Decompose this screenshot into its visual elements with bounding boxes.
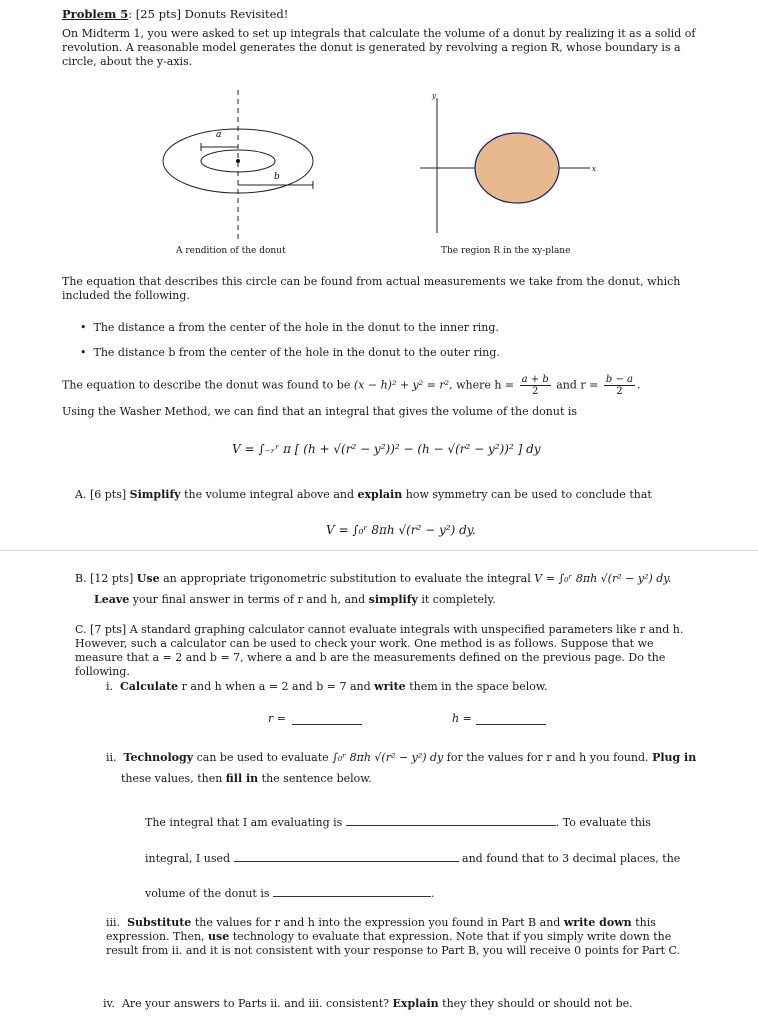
sentence-line-3: volume of the donut is .: [145, 887, 435, 900]
label-b: b: [274, 172, 280, 182]
part-c-ii-prompt: ii. Technology can be used to evaluate ∫₀ʳ 8πh √(r² − y²) dy for the values for r and h you found. Plug in: [106, 751, 697, 764]
integral-blank[interactable]: [346, 814, 556, 826]
sentence-line-2: integral, I used and found that to 3 decimal places, the: [145, 852, 681, 865]
h-answer-blank[interactable]: [476, 713, 546, 725]
part-c-i-prompt: i. Calculate r and h when a = 2 and b = 7 and write them in the space below.: [106, 680, 548, 693]
part-c-ii-prompt-2: these values, then fill in the sentence below.: [121, 772, 372, 785]
part-a-integral: V = ∫₀ʳ 8πh √(r² − y²) dy.: [326, 523, 476, 537]
washer-integral: V = ∫₋ᵣʳ π [ (h + √(r² − y²))² − (h − √(r² − y²))² ] dy: [232, 442, 541, 456]
part-c-prompt: C. [7 pts] A standard graphing calculator cannot evaluate integrals with unspecified parameters like r and h. However, such a calculator can be used to check your work. One method is as follows. Suppose that we measure that a = 2 and b = 7, where a and b are the measurements defined on the previous page. Do the following.: [75, 623, 684, 678]
part-c-iv-prompt: iv. Are your answers to Parts ii. and iii. consistent? Explain they they should or should not be.: [103, 997, 633, 1010]
r-fraction: $\frac{b - a}{2}$: [605, 374, 634, 397]
r-answer-label: r =: [268, 712, 286, 725]
region-figure: [420, 88, 610, 248]
problem-points: : [25 pts]: [128, 7, 181, 21]
part-c-iii-prompt: iii. Substitute the values for r and h into the expression you found in Part B and write down this expression. Then, use technology to evaluate that expression. Note that if you simply write down the result from ii. and it is not consistent with your response to Part B, you will receive 0 points for Part C.: [106, 916, 681, 957]
washer-text: Using the Washer Method, we can find that an integral that gives the volume of the donut is: [62, 405, 578, 418]
problem-name: Donuts Revisited!: [184, 7, 289, 21]
page-divider: [0, 550, 758, 551]
h-answer-label: h =: [452, 712, 472, 725]
intro-paragraph: On Midterm 1, you were asked to set up integrals that calculate the volume of a donut by realizing it as a solid of revolution. A reasonable model generates the donut is generated by revolving a region R, whose boundary is a circle, about the y-axis.: [62, 27, 696, 68]
technology-blank[interactable]: [234, 850, 459, 862]
measure-paragraph: The equation that describes this circle can be found from actual measurements we take from the donut, which included the following.: [62, 275, 681, 302]
donut-caption: A rendition of the donut: [176, 246, 286, 256]
donut-figure: [150, 85, 330, 245]
y-axis-label: y: [432, 92, 436, 100]
problem-label: Problem 5: [62, 7, 129, 21]
volume-blank[interactable]: [273, 885, 431, 897]
problem-title: [62, 7, 288, 21]
label-a: a: [216, 130, 222, 140]
h-fraction: $\frac{a + b}{2}$: [521, 374, 549, 397]
hole-center: [236, 159, 240, 163]
sentence-line-1: The integral that I am evaluating is . To evaluate this: [145, 816, 651, 829]
part-a-prompt: A. [6 pts] Simplify the volume integral above and explain how symmetry can be used to conclude that: [75, 488, 652, 501]
equation-line: The equation to describe the donut was found to be (x − h)² + y² = r², where h = $\frac{a + b}{2}$ and r = $\frac{b - a}{2}$ .: [62, 374, 641, 397]
x-axis-label: x: [592, 165, 596, 173]
part-b-prompt-2: Leave your final answer in terms of r and h, and simplify it completely.: [94, 593, 496, 606]
r-answer-blank[interactable]: [292, 713, 362, 725]
region-disk: [475, 133, 559, 203]
bullet-1: • The distance a from the center of the hole in the donut to the inner ring.: [80, 321, 499, 334]
part-b-prompt: B. [12 pts] Use an appropriate trigonometric substitution to evaluate the integral V = ∫₀ʳ 8πh √(r² − y²) dy.: [75, 572, 672, 585]
region-caption: The region R in the xy-plane: [441, 246, 571, 256]
bullet-2: • The distance b from the center of the hole in the donut to the outer ring.: [80, 346, 500, 359]
